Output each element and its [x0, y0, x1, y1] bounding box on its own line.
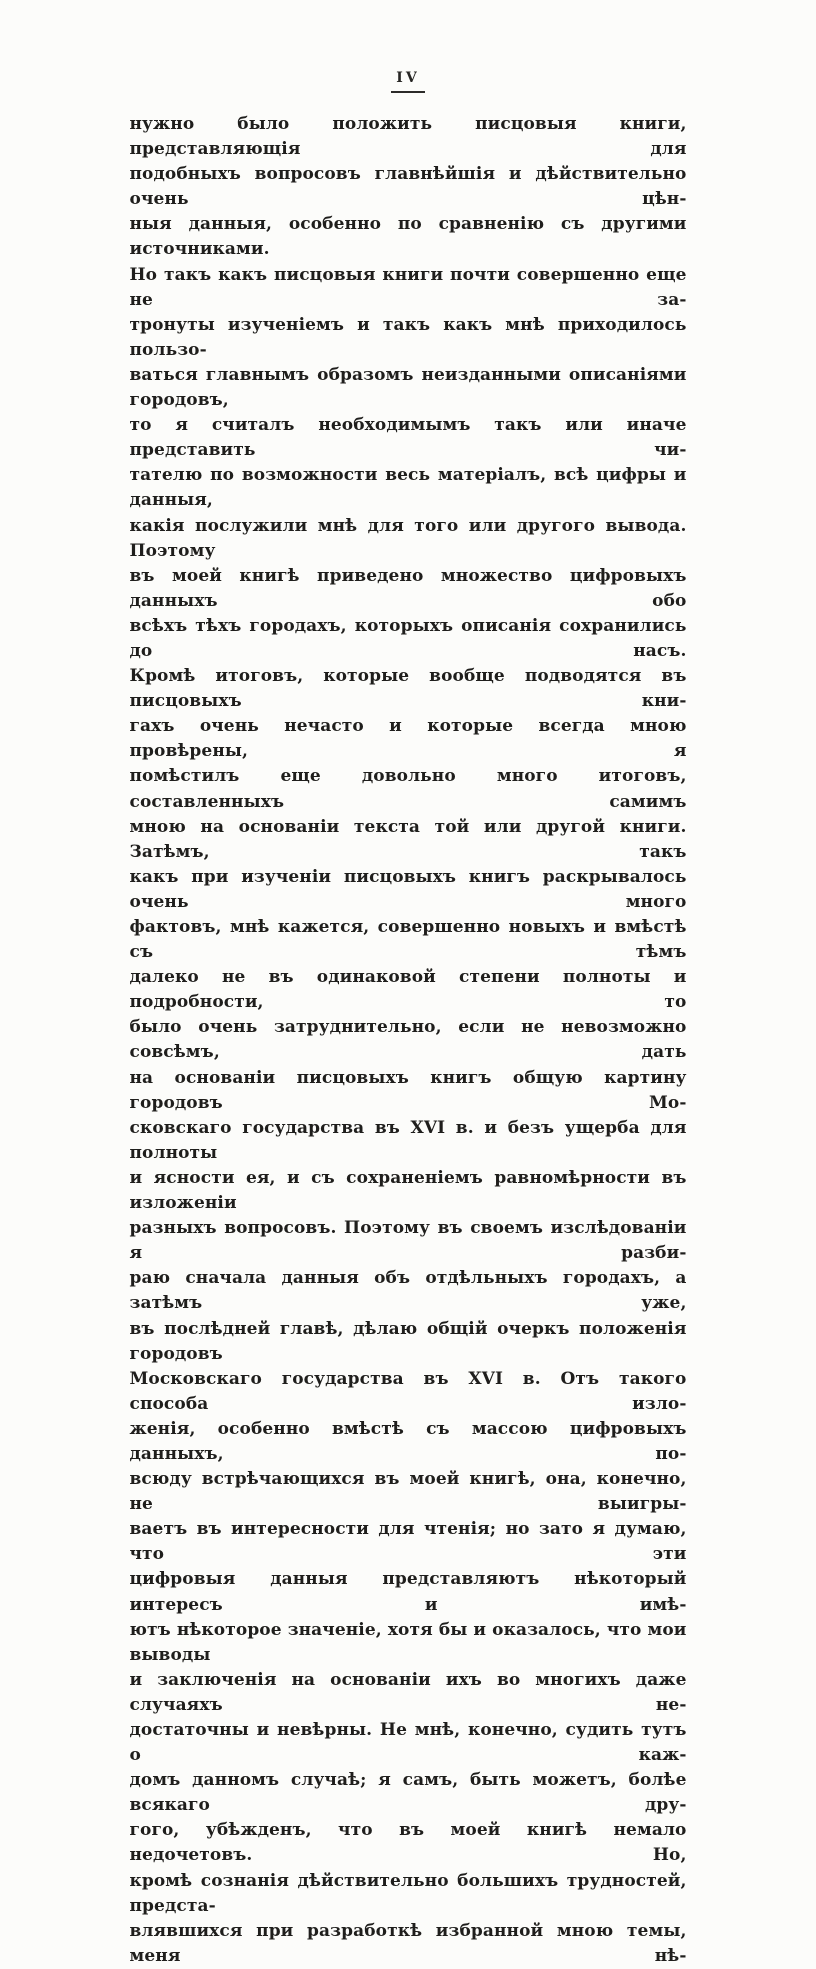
text-line: Московскаго государства въ XVI в. Отъ такого способа изло- — [129, 1368, 687, 1414]
body-text — [130, 112, 687, 1969]
text-line: въ послѣдней главѣ, дѣлаю общій очеркъ положенія городовъ — [129, 1318, 687, 1364]
page-number: IV — [396, 70, 420, 86]
text-line: влявшихся при разработкѣ избранной мною темы, меня нѣ- — [129, 1920, 687, 1966]
text-line: тателю по возможности весь матеріалъ, всѣ цифры и данныя, — [129, 465, 687, 511]
text-line: ныя данныя, особенно по сравненію съ другими источниками. — [129, 214, 687, 260]
text-line: помѣстилъ еще довольно много итоговъ, составленныхъ самимъ — [129, 766, 687, 812]
text-line: гого, убѣжденъ, что въ моей книгѣ немало недочетовъ. Но, — [129, 1820, 687, 1866]
text-line: то я считалъ необходимымъ такъ или иначе представить чи- — [129, 415, 687, 461]
text-line: сковскаго государства въ XVI в. и безъ ущерба для полноты — [129, 1117, 687, 1163]
text-line: подобныхъ вопросовъ главнѣйшія и дѣйствительно очень цѣн- — [129, 164, 687, 210]
text-line: женія, особенно вмѣстѣ съ массою цифровыхъ данныхъ, по- — [129, 1418, 687, 1464]
text-line: и ясности ея, и съ сохраненіемъ равномѣрности въ изложеніи — [129, 1167, 687, 1214]
text-line: ваться главнымъ образомъ неизданными описаніями городовъ, — [129, 364, 687, 411]
text-line: Но такъ какъ писцовыя книги почти совершенно еще не за- — [129, 264, 687, 310]
text-line: разныхъ вопросовъ. Поэтому въ своемъ изслѣдованіи я разби- — [129, 1218, 687, 1264]
text-line: далеко не въ одинаковой степени полноты и подробности, то — [129, 967, 687, 1013]
text-line: мною на основаніи текста той или другой книги. Затѣмъ, такъ — [129, 816, 687, 862]
text-line: было очень затруднительно, если не невозможно совсѣмъ, дать — [129, 1017, 687, 1063]
text-line: домъ данномъ случаѣ; я самъ, быть можетъ, болѣе всякаго дру- — [129, 1770, 687, 1816]
text-line: тронуты изученіемъ и такъ какъ мнѣ приходилось пользо- — [129, 314, 687, 360]
text-line: какія послужили мнѣ для того или другого вывода. Поэтому — [129, 515, 687, 561]
text-line: достаточны и невѣрны. Не мнѣ, конечно, судить тутъ о каж- — [129, 1720, 687, 1766]
text-line: въ моей книгѣ приведено множество цифровыхъ данныхъ обо — [129, 565, 687, 611]
text-line: и заключенія на основаніи ихъ во многихъ даже случаяхъ не- — [129, 1669, 687, 1715]
text-line: кромѣ сознанія дѣйствительно большихъ трудностей, предста- — [129, 1870, 687, 1916]
page-number-rule — [391, 91, 425, 93]
text-line: гахъ очень нечасто и которые всегда мною провѣрены, я — [129, 716, 687, 762]
text-line: какъ при изученіи писцовыхъ книгъ раскрывалось очень много — [129, 866, 687, 912]
text-line: всѣхъ тѣхъ городахъ, которыхъ описанія сохранились до насъ. — [129, 615, 687, 661]
text-line: ваетъ въ интересности для чтенія; но зато я думаю, что эти — [129, 1519, 687, 1565]
text-line: ютъ нѣкоторое значеніе, хотя бы и оказалось, что мои выводы — [129, 1619, 687, 1665]
text-line: цифровыя данныя представляютъ нѣкоторый интересъ и имѣ- — [129, 1569, 687, 1615]
text-line: раю сначала данныя объ отдѣльныхъ городахъ, а затѣмъ уже, — [129, 1268, 687, 1314]
text-line: на основаніи писцовыхъ книгъ общую картину городовъ Мо- — [129, 1067, 687, 1113]
text-line: нужно было положить писцовыя книги, представляющія для — [129, 114, 687, 160]
text-line: всюду встрѣчающихся въ моей книгѣ, она, конечно, не выигры- — [129, 1469, 687, 1515]
text-line: фактовъ, мнѣ кажется, совершенно новыхъ и вмѣстѣ съ тѣмъ — [129, 917, 687, 963]
text-line: Кромѣ итоговъ, которые вообще подводятся въ писцовыхъ кни- — [129, 666, 687, 712]
